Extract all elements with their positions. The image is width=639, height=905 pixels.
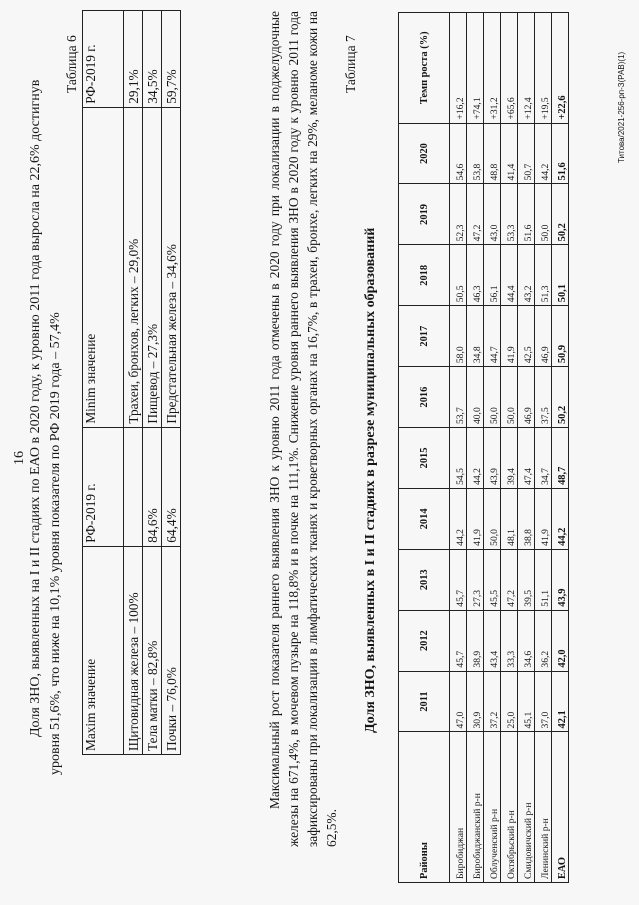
table7-cell: 48,8 (484, 123, 501, 184)
table-row-total (552, 13, 569, 883)
table7-cell: 43,2 (518, 245, 535, 306)
table6-header: РФ-2019 г. (83, 427, 124, 546)
table7-caption: Таблица 7 (343, 35, 358, 93)
table-row (162, 11, 181, 755)
table7-cell: 50,7 (518, 123, 535, 184)
table7-cell: 54,5 (450, 428, 467, 489)
table7-cell: +31,2 (484, 13, 501, 124)
intro-line-1: Доля ЗНО, выявленных на I и II стадиях по ЕАО в 2020 году, к уровню 2011 года выросла на 22,6% достигнув (28, 79, 43, 737)
table7-header: Районы (399, 732, 450, 883)
table7-header: 2019 (399, 184, 450, 245)
district-name: Облученский р-н (484, 732, 501, 883)
table7-cell: 50,2 (552, 184, 569, 245)
table7-cell: 44,2 (535, 123, 552, 184)
district-name: ЕАО (552, 732, 569, 883)
table7-cell: 27,3 (467, 549, 484, 610)
table7-cell: 41,9 (535, 488, 552, 549)
table-7 (398, 12, 569, 883)
table7-cell: 37,0 (535, 671, 552, 732)
table7-cell: 45,7 (450, 549, 467, 610)
table7-cell: 54,6 (450, 123, 467, 184)
table7-cell: 51,3 (535, 245, 552, 306)
table7-cell: 48,1 (501, 488, 518, 549)
table6-cell: Трахеи, бронхов, легких – 29,0% (124, 107, 143, 427)
table7-cell: 34,8 (467, 306, 484, 367)
table7-cell: 34,7 (535, 428, 552, 489)
district-name: Биробиджанский р-н (467, 732, 484, 883)
table7-header: 2020 (399, 123, 450, 184)
table7-header: 2014 (399, 488, 450, 549)
table6-cell: Тела матки – 82,8% (143, 546, 162, 754)
table6-cell: 29,1% (124, 11, 143, 108)
table7-title: Доля ЗНО, выявленных в I и II стадиях в разрезе муниципальных образований (363, 227, 378, 733)
table7-cell: 56,1 (484, 245, 501, 306)
table7-cell: 39,5 (518, 549, 535, 610)
table7-cell: 47,2 (467, 184, 484, 245)
table7-cell: 46,9 (535, 306, 552, 367)
table7-cell: 47,0 (450, 671, 467, 732)
district-name: Октябрьский р-н (501, 732, 518, 883)
table-row (501, 13, 518, 883)
table7-header-row (399, 13, 450, 883)
table7-cell: 30,9 (467, 671, 484, 732)
table7-cell: 41,9 (501, 306, 518, 367)
table7-cell: 44,2 (450, 488, 467, 549)
table7-cell: +16,2 (450, 13, 467, 124)
table7-cell: 44,4 (501, 245, 518, 306)
table7-cell: 50,2 (552, 367, 569, 428)
table-row (124, 11, 143, 755)
table7-header: 2011 (399, 671, 450, 732)
table7-cell: 53,8 (467, 123, 484, 184)
table7-cell: 50,9 (552, 306, 569, 367)
table7-header: 2013 (399, 549, 450, 610)
table6-header: Minim значение (83, 107, 124, 427)
table7-cell: 53,3 (501, 184, 518, 245)
table7-cell: 43,0 (484, 184, 501, 245)
table7-cell: 52,3 (450, 184, 467, 245)
table7-cell: 25,0 (501, 671, 518, 732)
table-row (450, 13, 467, 883)
table7-cell: 41,4 (501, 123, 518, 184)
table6-cell: 59,7% (162, 11, 181, 108)
table7-cell: 46,3 (467, 245, 484, 306)
intro-line-2: уровня 51,6%, что ниже на 10,1% уровня показателя по РФ 2019 года – 57,4% (48, 312, 63, 775)
table-row (518, 13, 535, 883)
table6-header: Maxim значение (83, 546, 124, 754)
table7-cell: 44,2 (467, 428, 484, 489)
table7-cell: 50,0 (484, 488, 501, 549)
table6-header: РФ-2019 г. (83, 11, 124, 108)
table7-cell: 45,7 (450, 610, 467, 671)
table7-cell: 33,3 (501, 610, 518, 671)
page-number: 16 (12, 451, 27, 465)
table7-cell: 51,6 (552, 123, 569, 184)
table7-cell: 38,9 (467, 610, 484, 671)
table7-cell: 46,9 (518, 367, 535, 428)
table7-cell: 51,1 (535, 549, 552, 610)
table7-cell: 37,5 (535, 367, 552, 428)
table-row (143, 11, 162, 755)
table6-cell: Почки – 76,0% (162, 546, 181, 754)
table7-cell: 45,1 (518, 671, 535, 732)
table7-cell: +22,6 (552, 13, 569, 124)
table6-caption: Таблица 6 (64, 35, 79, 93)
table7-cell: 39,4 (501, 428, 518, 489)
table6-cell: 84,6% (143, 427, 162, 546)
table7-cell: 50,0 (484, 367, 501, 428)
table6-cell: 64,4% (162, 427, 181, 546)
analysis-paragraph: Максимальный рост показателя раннего выявления ЗНО к уровню 2011 года отмечены в 2020 году при локализации в поджелудочные железы на 671,4%, в мочевом пузыре на 118,8% и в почке на 111,1%. Снижение уровня раннего выявления ЗНО в 2020 году к уровню 2011 года зафиксированы при локализации в лимфатических тканях и кроветворных органах на 16,7%, в трахеи, бронхе, легких на 29%, меланоме кожи на 62,5%. (267, 11, 339, 847)
table7-cell: 34,6 (518, 610, 535, 671)
table6-cell: 34,5% (143, 11, 162, 108)
district-name: Смидовичский р-н (518, 732, 535, 883)
table7-header: 2015 (399, 428, 450, 489)
district-name: Ленинский р-н (535, 732, 552, 883)
table7-cell: 42,1 (552, 671, 569, 732)
table7-cell: 43,4 (484, 610, 501, 671)
table7-cell: 41,9 (467, 488, 484, 549)
table7-cell: 47,2 (501, 549, 518, 610)
table7-cell: +12,4 (518, 13, 535, 124)
table7-cell: 50,5 (450, 245, 467, 306)
table-6 (82, 10, 181, 755)
table7-cell: 42,5 (518, 306, 535, 367)
footer-code: Титова/2021-256-рп-З(РАВ)(1) (617, 51, 626, 163)
table7-cell: 42,0 (552, 610, 569, 671)
table7-cell: 50,0 (501, 367, 518, 428)
table7-header: Темп роста (%) (399, 13, 450, 124)
table7-cell: 44,7 (484, 306, 501, 367)
table7-cell: 48,7 (552, 428, 569, 489)
table7-cell: 44,2 (552, 488, 569, 549)
table7-cell: +74,1 (467, 13, 484, 124)
table6-cell (124, 427, 143, 546)
table7-cell: 53,7 (450, 367, 467, 428)
table7-header: 2018 (399, 245, 450, 306)
table7-cell: 38,8 (518, 488, 535, 549)
table7-cell: 40,0 (467, 367, 484, 428)
table7-cell: +19,5 (535, 13, 552, 124)
table7-header: 2017 (399, 306, 450, 367)
table6-cell: Предстательная железа – 34,6% (162, 107, 181, 427)
table-row (467, 13, 484, 883)
table7-cell: 36,2 (535, 610, 552, 671)
table7-cell: 47,4 (518, 428, 535, 489)
table7-header: 2012 (399, 610, 450, 671)
table7-cell: 43,9 (484, 428, 501, 489)
district-name: Биробиджан (450, 732, 467, 883)
table7-cell: 45,5 (484, 549, 501, 610)
table6-cell: Щитовидная железа – 100% (124, 546, 143, 754)
table6-header-row (83, 11, 124, 755)
table7-cell: 58,0 (450, 306, 467, 367)
table6-cell: Пищевод – 27,3% (143, 107, 162, 427)
table7-cell: 43,9 (552, 549, 569, 610)
table7-cell: +65,6 (501, 13, 518, 124)
table-row (535, 13, 552, 883)
table7-cell: 51,6 (518, 184, 535, 245)
table7-cell: 50,1 (552, 245, 569, 306)
table-row (484, 13, 501, 883)
table7-cell: 37,2 (484, 671, 501, 732)
table7-header: 2016 (399, 367, 450, 428)
table7-cell: 50,0 (535, 184, 552, 245)
